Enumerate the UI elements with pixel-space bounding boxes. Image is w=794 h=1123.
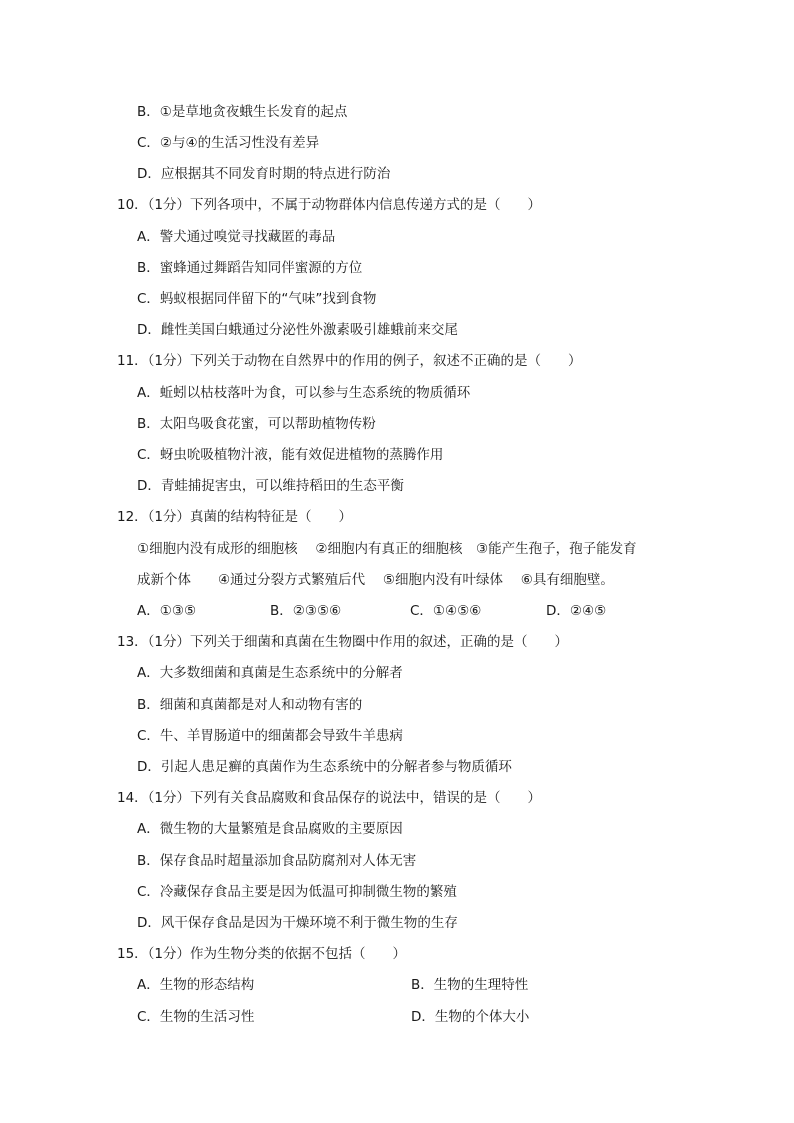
q12-option-c: C．①④⑤⑥ bbox=[410, 603, 482, 619]
q13-option-c: C．牛、羊胃肠道中的细菌都会导致牛羊患病 bbox=[137, 728, 403, 744]
q10-option-d: D．雌性美国白蛾通过分泌性外激素吸引雄蛾前来交尾 bbox=[137, 322, 458, 338]
q14-option-d: D．风干保存食品是因为干燥环境不利于微生物的生存 bbox=[137, 915, 458, 931]
q11-stem: 11．（1分）下列关于动物在自然界中的作用的例子，叙述不正确的是（ ） bbox=[117, 353, 582, 369]
q11-option-b: B．太阳鸟吸食花蜜，可以帮助植物传粉 bbox=[137, 416, 376, 432]
q9-option-d: D．应根据其不同发育时期的特点进行防治 bbox=[137, 166, 391, 182]
q11-option-a: A．蚯蚓以枯枝落叶为食，可以参与生态系统的物质循环 bbox=[137, 385, 471, 401]
q14-option-a: A．微生物的大量繁殖是食品腐败的主要原因 bbox=[137, 821, 403, 837]
q13-option-d: D．引起人患足癣的真菌作为生态系统中的分解者参与物质循环 bbox=[137, 759, 512, 775]
q15-option-a: A．生物的形态结构 bbox=[137, 977, 255, 993]
q10-option-a: A．警犬通过嗅觉寻找藏匿的毒品 bbox=[137, 229, 336, 245]
q11-option-d: D．青蛙捕捉害虫，可以维持稻田的生态平衡 bbox=[137, 478, 404, 494]
q14-stem: 14．（1分）下列有关食品腐败和食品保存的说法中，错误的是（ ） bbox=[117, 790, 542, 806]
q15-stem: 15．（1分）作为生物分类的依据不包括（ ） bbox=[117, 946, 407, 962]
q15-option-d: D．生物的个体大小 bbox=[411, 1009, 530, 1025]
q11-option-c: C．蚜虫吮吸植物汁液，能有效促进植物的蒸腾作用 bbox=[137, 447, 444, 463]
q9-option-b: B．①是草地贪夜蛾生长发育的起点 bbox=[137, 104, 348, 120]
q12-option-b: B．②③⑤⑥ bbox=[270, 603, 342, 619]
q15-option-b: B．生物的生理特性 bbox=[411, 977, 529, 993]
q10-option-c: C．蚂蚁根据同伴留下的“气味”找到食物 bbox=[137, 291, 377, 307]
q9-option-c: C．②与④的生活习性没有差异 bbox=[137, 135, 320, 151]
q10-option-b: B．蜜蜂通过舞蹈告知同伴蜜源的方位 bbox=[137, 260, 363, 276]
q13-option-b: B．细菌和真菌都是对人和动物有害的 bbox=[137, 697, 363, 713]
q12-option-a: A．①③⑤ bbox=[137, 603, 197, 619]
q12-statements-line1: ①细胞内没有成形的细胞核 ②细胞内有真正的细胞核 ③能产生孢子，孢子能发育 bbox=[137, 541, 637, 557]
q12-option-d: D．②④⑤ bbox=[546, 603, 607, 619]
q10-stem: 10．（1分）下列各项中，不属于动物群体内信息传递方式的是（ ） bbox=[117, 197, 542, 213]
q13-stem: 13．（1分）下列关于细菌和真菌在生物圈中作用的叙述，正确的是（ ） bbox=[117, 634, 569, 650]
q12-statements-line2: 成新个体 ④通过分裂方式繁殖后代 ⑤细胞内没有叶绿体 ⑥具有细胞壁。 bbox=[137, 572, 614, 588]
q12-stem: 12．（1分）真菌的结构特征是（ ） bbox=[117, 509, 353, 525]
q14-option-b: B．保存食品时超量添加食品防腐剂对人体无害 bbox=[137, 853, 417, 869]
q14-option-c: C．冷藏保存食品主要是因为低温可抑制微生物的繁殖 bbox=[137, 884, 457, 900]
q15-option-c: C．生物的生活习性 bbox=[137, 1009, 255, 1025]
q13-option-a: A．大多数细菌和真菌是生态系统中的分解者 bbox=[137, 665, 403, 681]
